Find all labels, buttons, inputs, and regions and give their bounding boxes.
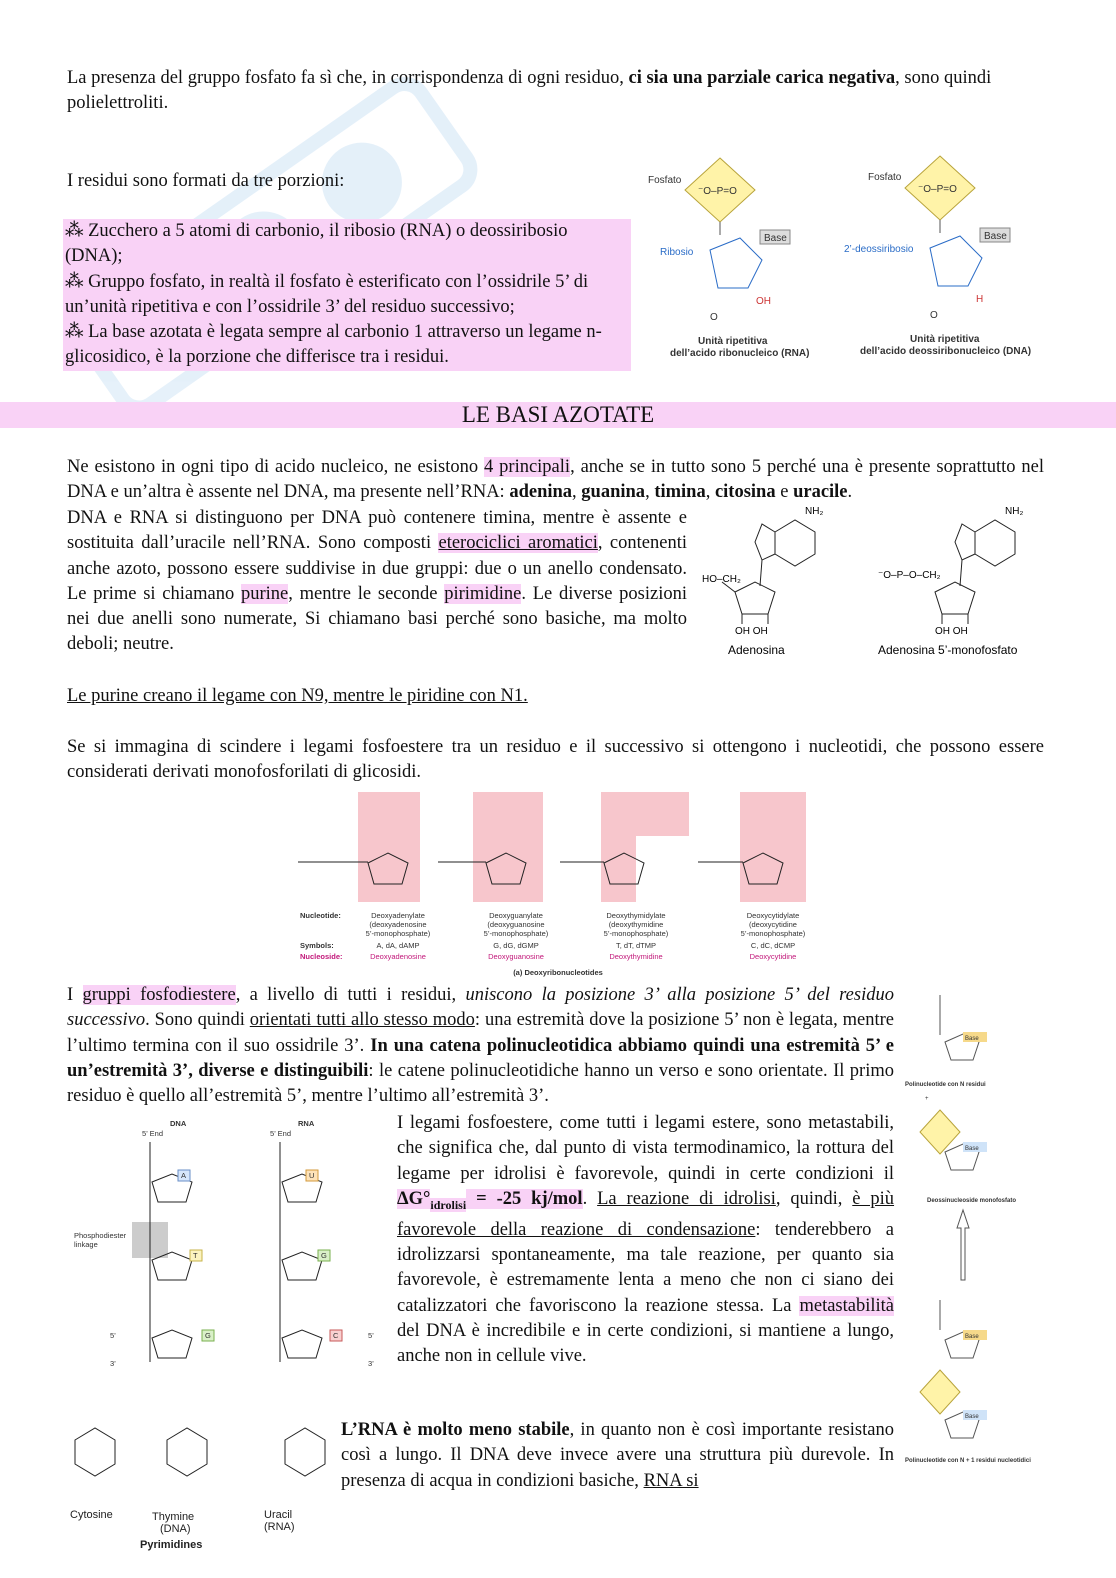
svg-text:Deoxythymidylate: Deoxythymidylate bbox=[606, 911, 666, 920]
svg-text:O: O bbox=[930, 310, 938, 321]
nucleotide-column bbox=[604, 911, 669, 961]
nh2-label: NH₂ bbox=[1005, 506, 1024, 517]
section-title: LE BASI AZOTATE bbox=[461, 402, 655, 427]
thymine-sub: (DNA) bbox=[160, 1523, 191, 1535]
side-polynucleotide-figure bbox=[905, 990, 1045, 1480]
list-item: ⁂ Zucchero a 5 atomi di carbonio, il ribosio (RNA) o deossiribosio (DNA); bbox=[65, 221, 568, 267]
svg-text:C, dC, dCMP: C, dC, dCMP bbox=[750, 941, 796, 950]
linkage-label: Phosphodiester bbox=[74, 1231, 127, 1240]
row-nucleoside: Nucleoside: bbox=[300, 952, 343, 961]
pyrimidines-title: Pyrimidines bbox=[140, 1539, 203, 1551]
base-g: G bbox=[321, 1251, 327, 1260]
nucleotide-column bbox=[484, 911, 549, 961]
svg-text:5’-monophosphate): 5’-monophosphate) bbox=[483, 929, 549, 938]
intro-paragraph: La presenza del gruppo fosfato fa sì che, in corrispondenza di ogni residuo, ci sia una parziale carica negativa, sono quindi polielettroliti. bbox=[67, 68, 992, 114]
deoxy-structures bbox=[298, 792, 806, 902]
fosfato-label: Fosfato bbox=[868, 172, 902, 183]
svg-text:(deoxyadenosine: (deoxyadenosine bbox=[369, 920, 427, 929]
plus-sign: + bbox=[925, 1096, 929, 1102]
ohoh-label: OH OH bbox=[935, 626, 968, 637]
base-a: A bbox=[181, 1171, 187, 1180]
svg-text:Deoxycytidylate: Deoxycytidylate bbox=[746, 911, 800, 920]
deoxy-caption: (a) Deoxyribonucleotides bbox=[513, 968, 603, 977]
svg-text:Deoxythymidine: Deoxythymidine bbox=[609, 952, 663, 961]
po-label: ⁻O–P–O–CH₂ bbox=[878, 570, 941, 581]
caption-rna-1: Unità ripetitiva bbox=[698, 336, 768, 347]
svg-text:Deoxyguanosine: Deoxyguanosine bbox=[488, 952, 544, 961]
base-label: Base bbox=[965, 1146, 979, 1152]
row-nucleotide: Nucleotide: bbox=[300, 911, 341, 920]
svg-text:(deoxycytidine: (deoxycytidine bbox=[749, 920, 797, 929]
three-prime: 3’ bbox=[368, 1359, 374, 1368]
svg-text:O: O bbox=[710, 312, 718, 323]
base-g: G bbox=[205, 1331, 211, 1340]
purine-legame: Le purine creano il legame con N9, mentre le piridine con N1. bbox=[67, 686, 528, 706]
fosfato-label: Fosfato bbox=[648, 175, 682, 186]
caption-dna-1: Unità ripetitiva bbox=[910, 334, 980, 345]
nucleotide-column bbox=[366, 911, 431, 961]
base-label: Base bbox=[764, 233, 787, 244]
side-caption-3: Polinucleotide con N + 1 residui nucleotidici bbox=[905, 1458, 1031, 1464]
base-label: Base bbox=[965, 1414, 979, 1420]
svg-text:Deoxyguanylate: Deoxyguanylate bbox=[489, 911, 543, 920]
end5-label: 5’ End bbox=[270, 1129, 291, 1138]
base-u: U bbox=[309, 1171, 315, 1180]
base-label: Base bbox=[965, 1334, 979, 1340]
amp-caption: Adenosina 5’-monofosfato bbox=[878, 643, 1018, 657]
svg-text:A, dA, dAMP: A, dA, dAMP bbox=[376, 941, 420, 950]
five-prime: 5’ bbox=[110, 1331, 116, 1340]
base-label: Base bbox=[984, 231, 1007, 242]
pyrimidines-figure bbox=[28, 1402, 333, 1554]
thymine-label: Thymine bbox=[152, 1511, 195, 1523]
svg-text:(deoxythymidine: (deoxythymidine bbox=[608, 920, 664, 929]
svg-text:Deoxycytidine: Deoxycytidine bbox=[749, 952, 797, 961]
basi-paragraph-1: Ne esistono in ogni tipo di acido nucleico, ne esistono 4 principali, anche se in tutto sono 5 perché una è presente soprattutto nel DNA e un’altra è assente nel DNA, ma presente nell’RNA: adenina, guanina, timina, citosina e uracile. bbox=[67, 457, 1044, 503]
base-t: T bbox=[193, 1251, 198, 1260]
base-c: C bbox=[333, 1331, 339, 1340]
uracil-label: Uracil bbox=[264, 1509, 293, 1521]
caption-rna-2: dell’acido ribonucleico (RNA) bbox=[670, 348, 810, 359]
adenosina-structure bbox=[722, 520, 815, 624]
base-label: Base bbox=[965, 1036, 979, 1042]
nucleotidi-paragraph: Se si immagina di scindere i legami fosfoestere tra un residuo e il successivo si ottengono i nucleotidi, che possono essere considerati derivati monofosforilati di glicosidi. bbox=[67, 737, 1044, 783]
rna-paragraph: L’RNA è molto meno stabile, in quanto non è così importante resistano così a lungo. Il DNA deve invece avere una struttura più durevole. In presenza di acqua in condizioni basiche, RNA si bbox=[341, 1420, 894, 1491]
nucleotide-column bbox=[741, 911, 806, 961]
fosfodiestere-paragraph: I gruppi fosfodiestere, a livello di tutti i residui, uniscono la posizione 3’ alla posizione 5’ del residuo successivo. Sono quindi orientati tutti allo stesso modo: una estremità dove la posizione 5’ non è legata, mentre l’ultimo termina con il suo ossidrile 3’. In una catena polinucleotidica abbiamo quindi una estremità 5’ e un’estremità 3’, diverse e distinguibili: le catene polinucleotidiche hanno un verso e sono orientate. Il primo residuo è quello all’estremità 5’, mentre l’ultimo all’estremità 3’. bbox=[67, 985, 894, 1107]
svg-text:5’-monophosphate): 5’-monophosphate) bbox=[603, 929, 669, 938]
legami-paragraph: I legami fosfoestere, come tutti i legami estere, sono metastabili, che significa che, dal punto di vista termodinamico, la rottura del legame per idrolisi è favorevole, quindi in certe condizioni il $\Delta G^\circ_{idrolisi} = -25$ kj/mol. La reazione di idrolisi, quindi, è più favorevole della reazione di condensazione: tenderebbero a idrolizzarsi spontaneamente, ma tale reazione, per quanto sia favorevole, è estremamente lenta a meno che non ci siano dei catalizzatori che favoriscono la reazione stessa. La metastabilità del DNA è incredibile e in certe condizioni, si mantiene a lungo, anche non in cellule vive. bbox=[397, 1113, 895, 1367]
ribosio-label: Ribosio bbox=[660, 247, 694, 258]
list-item: ⁂ Gruppo fosfato, in realtà il fosfato è esterificato con l’ossidrile 5’ di un’unità ripetitiva e con l’ossidrile 3’ del residuo successivo; bbox=[65, 271, 589, 317]
dna-label: DNA bbox=[170, 1119, 187, 1128]
deossiribosio-label: 2’-deossiribosio bbox=[844, 244, 914, 255]
nh2-label: NH₂ bbox=[805, 506, 824, 517]
chain-figure bbox=[50, 1112, 390, 1387]
svg-text:⁻O–P=O: ⁻O–P=O bbox=[918, 184, 957, 195]
deoxyribonucleotides-figure bbox=[298, 788, 818, 980]
cytosine-label: Cytosine bbox=[70, 1509, 113, 1521]
dna-unit bbox=[844, 156, 1031, 357]
adenosina-figure bbox=[700, 502, 1045, 662]
uracil-sub: (RNA) bbox=[264, 1521, 295, 1533]
five-prime: 5’ bbox=[368, 1331, 374, 1340]
svg-text:G, dG, dGMP: G, dG, dGMP bbox=[493, 941, 539, 950]
row-symbols: Symbols: bbox=[300, 941, 334, 950]
side-caption-2: Deossinucleoside monofosfato bbox=[927, 1198, 1017, 1204]
repeating-unit-figure bbox=[640, 150, 1045, 365]
svg-text:(deoxyguanosine: (deoxyguanosine bbox=[487, 920, 545, 929]
ohoh-label: OH OH bbox=[735, 626, 768, 637]
caption-dna-2: dell’acido deossiribonucleico (DNA) bbox=[860, 346, 1032, 357]
svg-text:T, dT, dTMP: T, dT, dTMP bbox=[615, 941, 657, 950]
amp-structure bbox=[935, 520, 1015, 624]
svg-text:Deoxyadenosine: Deoxyadenosine bbox=[370, 952, 426, 961]
three-prime: 3’ bbox=[110, 1359, 116, 1368]
svg-text:Deoxyadenylate: Deoxyadenylate bbox=[371, 911, 425, 920]
svg-text:OH: OH bbox=[756, 296, 771, 307]
linkage-label: linkage bbox=[74, 1240, 98, 1249]
list-item: ⁂ La base azotata è legata sempre al carbonio 1 attraverso un legame n-glicosidico, è la porzione che differisce tra i residui. bbox=[65, 322, 602, 368]
residui-list bbox=[63, 219, 631, 371]
svg-text:5’-monophosphate): 5’-monophosphate) bbox=[740, 929, 806, 938]
svg-text:5’-monophosphate): 5’-monophosphate) bbox=[365, 929, 431, 938]
side-caption-1: Polinucleotide con N residui bbox=[905, 1082, 986, 1088]
rna-unit bbox=[648, 158, 809, 359]
svg-text:⁻O–P=O: ⁻O–P=O bbox=[698, 186, 737, 197]
rna-label: RNA bbox=[298, 1119, 315, 1128]
adenosina-caption: Adenosina bbox=[728, 643, 785, 657]
svg-text:H: H bbox=[976, 294, 984, 305]
residui-intro: I residui sono formati da tre porzioni: bbox=[67, 171, 345, 191]
ho-label: HO–CH₂ bbox=[702, 574, 741, 585]
basi-paragraph-2: DNA e RNA si distinguono per DNA può contenere timina, mentre è assente e sostituita dall’uracile nell’RNA. Sono composti eterociclici aromatici, contenenti anche azoto, possono essere suddivise in due gruppi: due o un anello condensato. Le prime si chiamano purine, mentre le seconde pirimidine. Le diverse posizioni nei due anelli sono numerate, Si chiamano basi perché sono basiche, ma molto deboli; neutre. bbox=[67, 508, 687, 655]
end5-label: 5’ End bbox=[142, 1129, 163, 1138]
